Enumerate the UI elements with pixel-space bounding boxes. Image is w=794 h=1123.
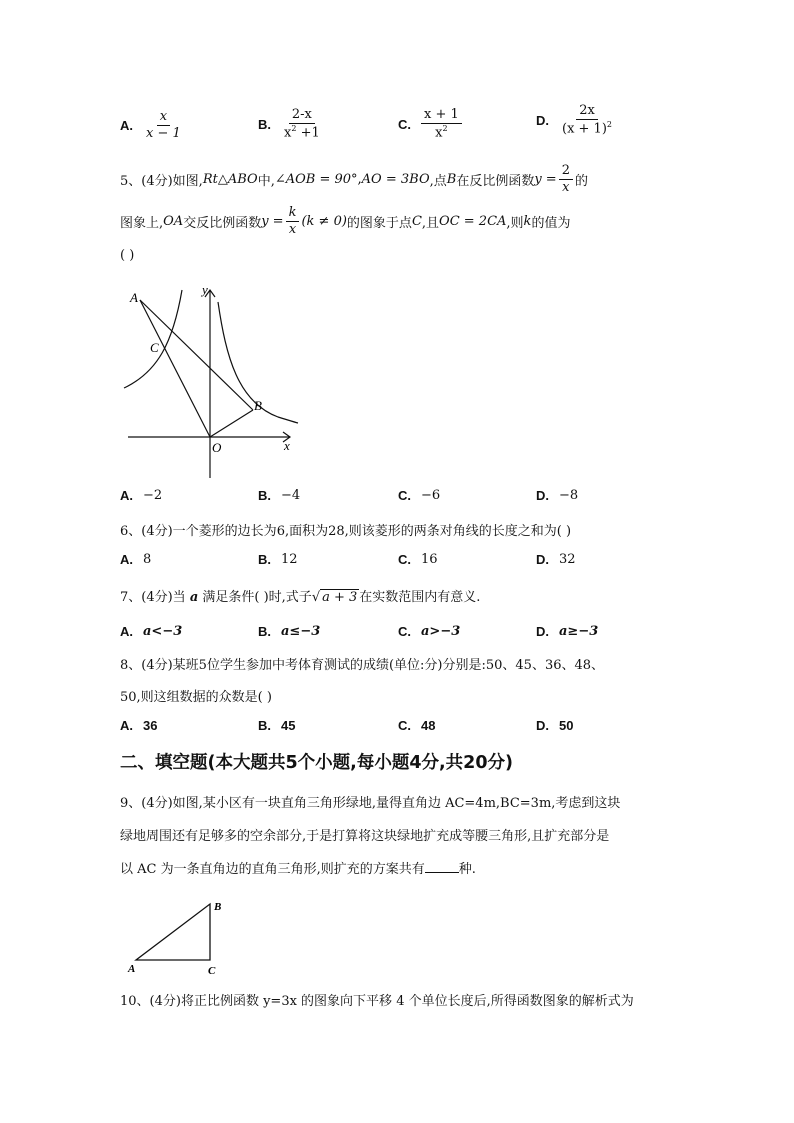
option-text: 16	[421, 552, 438, 567]
option-text: 32	[559, 552, 576, 567]
q7-option-a	[120, 624, 182, 639]
option-letter: C.	[398, 552, 411, 567]
label-y: y	[202, 282, 208, 297]
q4-option-d	[536, 104, 615, 137]
option-text: 8	[143, 552, 152, 567]
text: ,点	[429, 174, 447, 190]
option-letter: A.	[120, 718, 133, 733]
option-letter: B.	[258, 718, 271, 733]
option-letter: B.	[258, 488, 271, 503]
text: 5、(4分)如图,	[120, 174, 203, 190]
option-text: a≥−3	[559, 624, 599, 639]
q6-stem	[120, 520, 571, 539]
text: ,则	[506, 216, 524, 232]
q7-option-c	[398, 624, 460, 639]
q4-option-a	[120, 110, 184, 142]
answer-blank[interactable]	[425, 860, 459, 873]
text: 中,	[257, 174, 275, 190]
option-text: a>−3	[421, 624, 461, 639]
option-letter: A.	[120, 552, 133, 567]
sqrt-icon: √	[311, 590, 321, 605]
q5-option-d	[536, 488, 578, 503]
q4-option-c	[398, 108, 462, 141]
option-letter: A.	[120, 118, 133, 134]
option-letter: B.	[258, 624, 271, 639]
den-exp: 2	[291, 124, 297, 134]
math: B	[446, 172, 457, 188]
denominator	[559, 120, 615, 137]
label-a: A	[130, 290, 138, 305]
math: ∠AOB = 90°	[274, 172, 358, 188]
text: 在反比例函数	[456, 174, 535, 190]
denominator: x	[288, 222, 297, 238]
option-text: a≤−3	[281, 624, 321, 639]
q6-option-c	[398, 552, 438, 567]
denominator	[432, 124, 450, 141]
q8-option-a	[120, 718, 157, 733]
option-text: 50	[559, 718, 574, 733]
q8-line-1: 8、(4分)某班5位学生参加中考体育测试的成绩(单位:分)分别是:50、45、36、48、	[120, 658, 605, 673]
option-text: −2	[143, 488, 163, 503]
q7-stem	[120, 586, 480, 605]
option-letter: D.	[536, 552, 549, 567]
math: y =	[534, 172, 557, 188]
option-letter: A.	[120, 624, 133, 639]
text: ,则该菱形的两条对角线的长度之和为( )	[344, 524, 572, 539]
math: k	[523, 214, 532, 230]
option-letter: C.	[398, 116, 411, 132]
option-letter: D.	[536, 718, 549, 733]
numerator: 2	[559, 164, 573, 180]
text: 在实数范围内有意义.	[359, 590, 481, 605]
option-letter: C.	[398, 488, 411, 503]
numerator: 2-x	[289, 108, 315, 124]
number: 28	[328, 524, 345, 539]
den-exp: 2	[606, 120, 612, 130]
segment-ab	[140, 300, 253, 410]
fraction	[286, 206, 300, 238]
q6-option-d	[536, 552, 576, 567]
text: 满足条件( )时,式子	[198, 590, 312, 605]
fraction	[143, 110, 184, 142]
label-c: C	[150, 340, 159, 355]
label-b: B	[214, 901, 222, 913]
option-letter: D.	[536, 488, 549, 503]
math: (k ≠ 0)	[301, 214, 347, 230]
fraction	[281, 108, 323, 141]
q8-line-2: 50,则这组数据的众数是( )	[120, 690, 272, 705]
text: ,	[357, 172, 362, 188]
q5-option-c	[398, 488, 440, 503]
option-text: 36	[143, 718, 158, 733]
option-letter: B.	[258, 552, 271, 567]
math: y =	[261, 214, 284, 230]
q5-line-2	[120, 206, 570, 238]
section-heading: 二、填空题(本大题共5个小题,每小题4分,共20分)	[120, 753, 513, 773]
denominator: x − 1	[146, 126, 181, 142]
numerator: 2x	[576, 104, 598, 120]
label-a: A	[128, 963, 136, 975]
text: 图象上,	[120, 216, 164, 232]
option-letter: D.	[536, 112, 549, 128]
math: OA	[163, 214, 184, 230]
numerator: k	[286, 206, 300, 222]
fraction	[559, 164, 573, 196]
q6-option-b	[258, 552, 298, 567]
option-text: 45	[281, 718, 296, 733]
radicand: a + 3	[322, 590, 358, 605]
label-b: B	[254, 398, 262, 413]
text: 6、(4分)一个菱形的边长为	[120, 524, 277, 539]
q7-option-b	[258, 624, 320, 639]
text: 的图象于点	[346, 216, 412, 232]
right-triangle	[136, 904, 210, 960]
q9-line-3	[120, 858, 476, 877]
q8-option-c	[398, 718, 435, 733]
math: OC = 2CA	[439, 214, 507, 230]
den-tail: +1	[296, 125, 320, 141]
q10-line-1: 10、(4分)将正比例函数 y=3x 的图象向下平移 4 个单位长度后,所得函数图象的解析式为	[120, 994, 634, 1009]
q4-option-b	[258, 108, 323, 141]
option-text: a<−3	[143, 624, 183, 639]
denominator: x	[562, 180, 570, 196]
q8-option-d	[536, 718, 573, 733]
option-letter: C.	[398, 624, 411, 639]
label-c: C	[208, 965, 216, 977]
fraction	[559, 104, 615, 137]
q5-option-a	[120, 488, 162, 503]
math: AO = 3BO	[361, 172, 430, 188]
text: 交反比例函数	[183, 216, 262, 232]
den-base: (x + 1)	[562, 121, 607, 137]
text: ,且	[421, 216, 440, 232]
q9-triangle-figure	[122, 896, 232, 978]
text: 种.	[458, 862, 476, 877]
text: 的值为	[531, 216, 571, 232]
q9-line-1: 9、(4分)如图,某小区有一块直角三角形绿地,量得直角边 AC=4m,BC=3m,考虑到这块	[120, 796, 621, 811]
option-letter: B.	[258, 116, 271, 132]
den-base: x	[435, 125, 443, 141]
q5-line-1	[120, 164, 588, 196]
numerator: x	[157, 110, 170, 126]
option-text: −8	[559, 488, 579, 503]
option-text: −4	[281, 488, 301, 503]
q7-option-d	[536, 624, 598, 639]
option-letter: C.	[398, 718, 411, 733]
math: C	[411, 214, 422, 230]
q5-answer-paren: ( )	[120, 248, 135, 263]
number: 6	[276, 524, 285, 539]
label-o: O	[212, 440, 222, 455]
option-text: 48	[421, 718, 436, 733]
math: a	[189, 590, 199, 605]
q5-figure	[118, 282, 308, 482]
q8-option-b	[258, 718, 295, 733]
text: 以 AC 为一条直角边的直角三角形,则扩充的方案共有	[120, 862, 425, 877]
option-letter: A.	[120, 488, 133, 503]
denominator	[281, 124, 323, 141]
q9-line-2: 绿地周围还有足够多的空余部分,于是打算将这块绿地扩充成等腰三角形,且扩充部分是	[120, 829, 610, 844]
fraction	[421, 108, 462, 141]
text: 的	[574, 174, 588, 190]
den-exp: 2	[442, 124, 448, 134]
text: ,面积为	[284, 524, 329, 539]
q5-option-b	[258, 488, 300, 503]
den-base: x	[284, 125, 292, 141]
numerator: x + 1	[421, 108, 462, 124]
option-text: 12	[281, 552, 298, 567]
option-letter: D.	[536, 624, 549, 639]
text: 7、(4分)当	[120, 590, 190, 605]
q6-option-a	[120, 552, 151, 567]
option-text: −6	[421, 488, 441, 503]
segment-ob	[210, 410, 253, 437]
label-x: x	[284, 438, 290, 453]
math: Rt△ABO	[202, 172, 258, 188]
